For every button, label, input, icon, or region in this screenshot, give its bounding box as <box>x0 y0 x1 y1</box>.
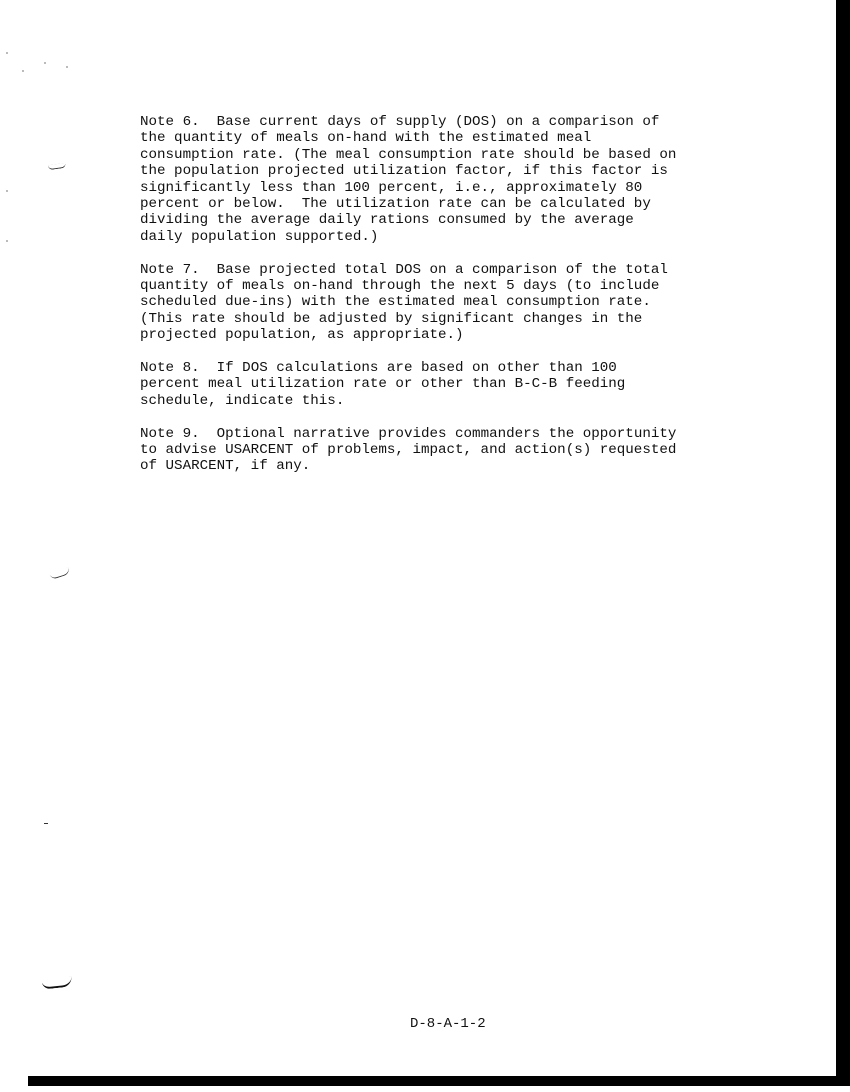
note-9 <box>140 426 780 475</box>
scan-speck <box>6 240 8 242</box>
scan-border-right <box>836 0 850 1086</box>
note-6 <box>140 114 780 245</box>
note-text: Base projected total DOS on a comparison of the total quantity of meals on-hand through the next 5 days (to include scheduled due-ins) with the estimated meal consumption rate. (This rate should be adjusted by significant changes in the projected population, as appropriate.) <box>140 261 668 344</box>
note-label: Note 8. <box>140 360 200 377</box>
note-label: Note 6. <box>140 114 200 130</box>
scan-speck <box>22 70 24 72</box>
scan-mark <box>48 163 67 170</box>
scan-mark <box>44 822 48 824</box>
scan-speck <box>6 190 8 192</box>
note-label: Note 9. <box>140 425 200 442</box>
notes-section <box>140 114 780 491</box>
scan-speck <box>6 52 8 54</box>
scan-mark <box>42 976 73 989</box>
note-text: Base current days of supply (DOS) on a comparison of the quantity of meals on-hand with the estimated meal consumption rate. (The meal consumption rate should be based on the population projected utilization factor, if this factor is significantly less than 100 percent, i.e., approximately 80 percent or below. The utilization rate can be calculated by dividing the average daily rations consumed by the average daily population supported.) <box>140 114 677 245</box>
note-7 <box>140 262 780 344</box>
note-text: If DOS calculations are based on other than 100 percent meal utilization rate or other than B-C-B feeding schedule, indicate this. <box>140 360 626 409</box>
scan-speck <box>44 62 46 64</box>
note-label: Note 7. <box>140 261 200 278</box>
note-text: Optional narrative provides commanders the opportunity to advise USARCENT of problems, impact, and action(s) requested of USARCENT, if any. <box>140 425 677 475</box>
note-8 <box>140 360 780 409</box>
scan-border-bottom <box>28 1076 850 1086</box>
scan-speck <box>66 66 68 68</box>
page-number: D-8-A-1-2 <box>410 1016 486 1032</box>
scan-mark <box>49 567 70 580</box>
